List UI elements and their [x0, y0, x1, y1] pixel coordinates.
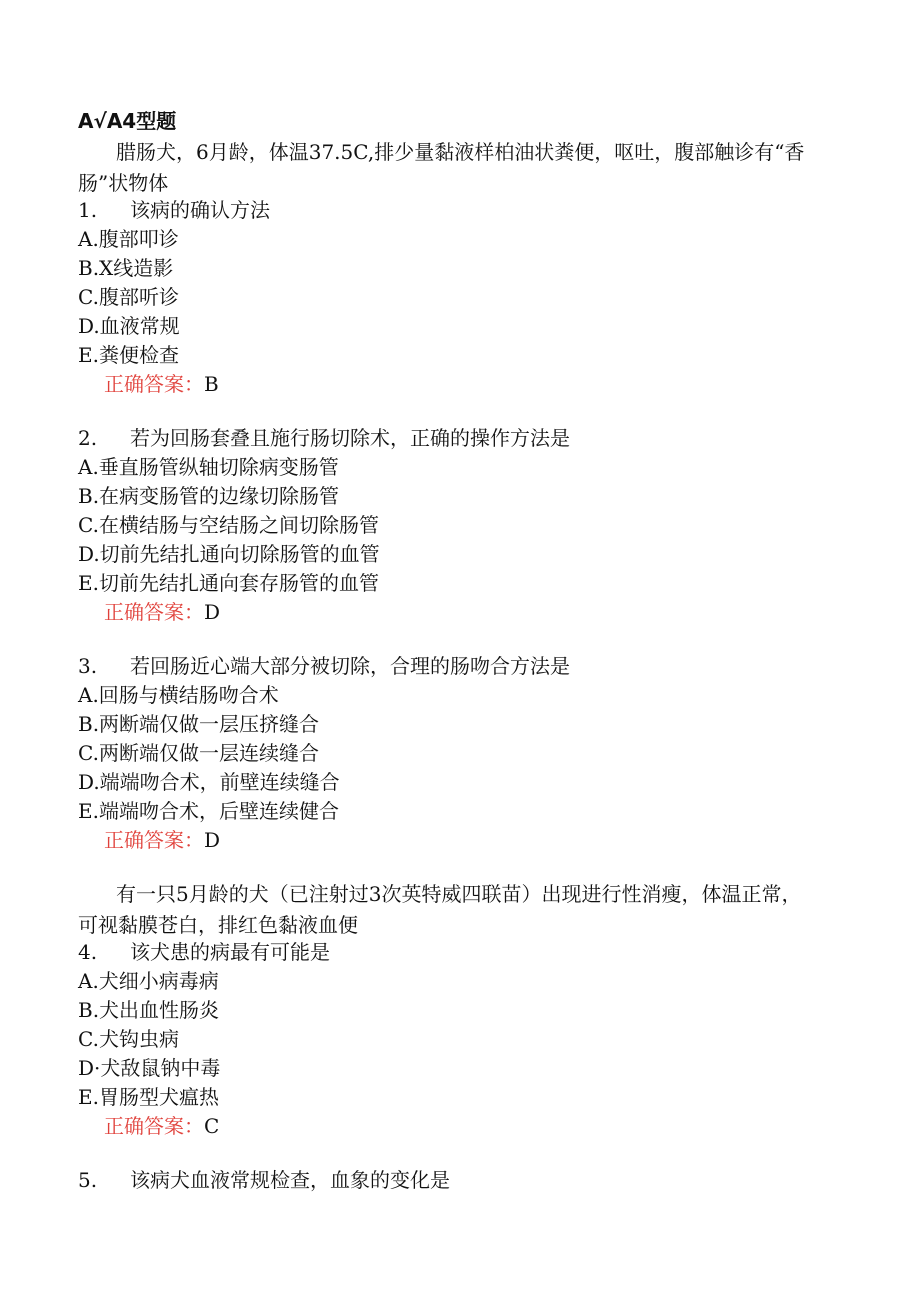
case-description-1: 腊肠犬，6月龄，体温37.5C,排少量黏液样柏油状粪便，呕吐，腹部触诊有“香肠”状物体: [78, 140, 805, 195]
question-text: 若为回肠套叠且施行肠切除术，正确的操作方法是: [130, 426, 570, 450]
option-2d: D.切前先结扎通向切除肠管的血管: [78, 542, 380, 566]
option-3a: A.回肠与横结肠吻合术: [78, 683, 279, 707]
option-4b: B.犬出血性肠炎: [78, 998, 220, 1022]
question-number: 5.: [78, 1168, 98, 1192]
option-1d: D.血液常规: [78, 314, 180, 338]
option-3d: D.端端吻合术，前壁连续缝合: [78, 770, 340, 794]
question-text: 该病的确认方法: [130, 198, 270, 222]
question-number: 2.: [78, 426, 98, 450]
option-2e: E.切前先结扎通向套存肠管的血管: [78, 571, 379, 595]
question-3: [78, 652, 570, 681]
question-text: 该病犬血液常规检查，血象的变化是: [130, 1168, 450, 1192]
option-2c: C.在横结肠与空结肠之间切除肠管: [78, 513, 379, 537]
question-text: 若回肠近心端大部分被切除，合理的肠吻合方法是: [130, 654, 570, 678]
answer-4: [104, 1112, 219, 1141]
option-3e: E.端端吻合术，后壁连续健合: [78, 799, 339, 823]
question-2: [78, 424, 570, 453]
option-4e: E.胃肠型犬瘟热: [78, 1085, 219, 1109]
option-4a: A.犬细小病毒病: [78, 969, 219, 993]
answer-label: 正确答案：: [104, 372, 204, 396]
question-text: 该犬患的病最有可能是: [130, 940, 330, 964]
answer-2: [104, 598, 220, 627]
answer-label: 正确答案：: [104, 828, 204, 852]
option-3c: C.两断端仅做一层连续缝合: [78, 741, 319, 765]
option-1b: B.X线造影: [78, 256, 174, 280]
answer-value: D: [204, 828, 221, 852]
question-1: [78, 196, 270, 225]
option-2b: B.在病变肠管的边缘切除肠管: [78, 484, 340, 508]
option-1e: E.粪便检查: [78, 343, 179, 367]
answer-value: D: [204, 600, 221, 624]
section-heading: A√A4型题: [78, 109, 177, 133]
question-number: 3.: [78, 654, 98, 678]
option-1c: C.腹部听诊: [78, 285, 179, 309]
answer-3: [104, 826, 220, 855]
option-2a: A.垂直肠管纵轴切除病变肠管: [78, 455, 339, 479]
question-number: 4.: [78, 940, 98, 964]
option-1a: A.腹部叩诊: [78, 227, 179, 251]
answer-value: B: [204, 372, 219, 396]
answer-label: 正确答案：: [104, 1114, 204, 1138]
question-number: 1.: [78, 198, 98, 222]
option-3b: B.两断端仅做一层压挤缝合: [78, 712, 320, 736]
option-4d: D·犬敌鼠钠中毒: [78, 1056, 221, 1080]
option-4c: C.犬钩虫病: [78, 1027, 179, 1051]
answer-label: 正确答案：: [104, 600, 204, 624]
answer-1: [104, 370, 219, 399]
question-5: [78, 1166, 450, 1195]
question-4: [78, 938, 330, 967]
case-description-2: 有一只5月龄的犬（已注射过3次英特威四联苗）出现进行性消瘦，体温正常，可视黏膜苍白，排红色黏液血便: [78, 882, 802, 937]
answer-value: C: [204, 1114, 220, 1138]
